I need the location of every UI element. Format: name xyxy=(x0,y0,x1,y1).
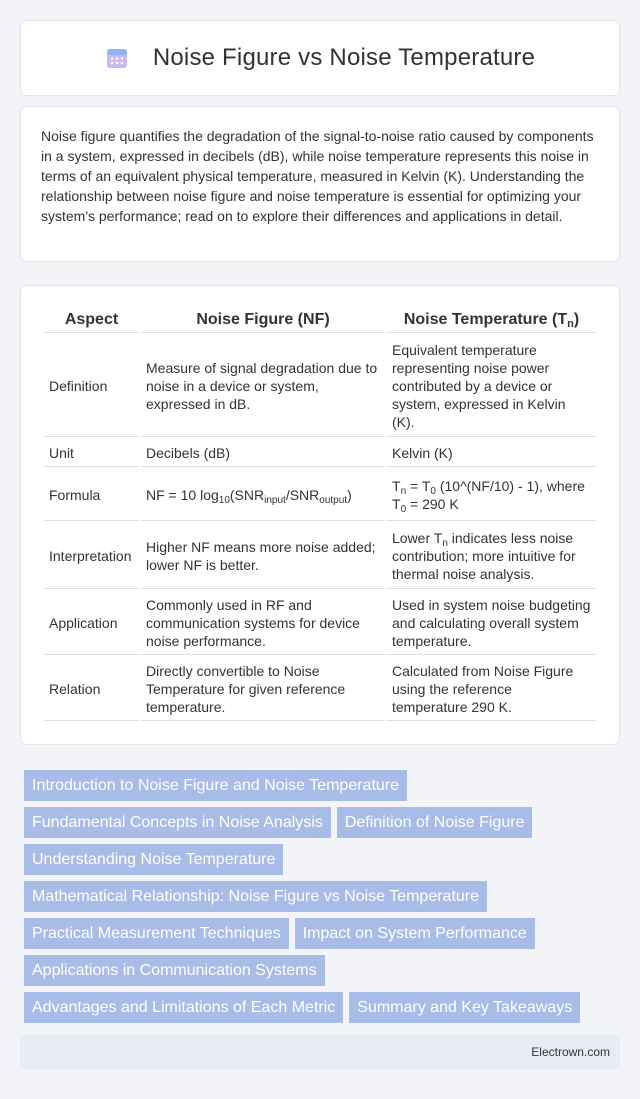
cell-aspect: Relation xyxy=(44,657,139,721)
intro-card xyxy=(20,106,620,262)
tag-link[interactable]: Mathematical Relationship: Noise Figure vs Noise Temperature xyxy=(24,881,487,912)
cell-nt: Calculated from Noise Figure using the reference temperature 290 K. xyxy=(387,657,596,721)
table-row xyxy=(44,335,596,437)
cell-nf-formula: NF = 10 $\log_{10}(SNR_{input}/SNR_{output})$ xyxy=(141,469,385,521)
cell-nt: Kelvin (K) xyxy=(387,439,596,467)
table-row xyxy=(44,657,596,721)
cell-nt-formula: $T_n = T_0$ (10^(NF/10) - 1), where $T_0 = 290$ K xyxy=(387,469,596,521)
table-row xyxy=(44,469,596,521)
tag-link[interactable]: Advantages and Limitations of Each Metric xyxy=(24,992,343,1023)
cell-nt: Equivalent temperature representing noise power contributed by a device or system, expressed in Kelvin (K). xyxy=(387,335,596,437)
cell-nf: Measure of signal degradation due to noise in a device or system, expressed in dB. xyxy=(141,335,385,437)
tag-link[interactable]: Summary and Key Takeaways xyxy=(349,992,580,1023)
tag-link[interactable]: Introduction to Noise Figure and Noise Temperature xyxy=(24,770,407,801)
tag-link[interactable]: Practical Measurement Techniques xyxy=(24,918,289,949)
intro-text: Noise figure quantifies the degradation of the signal-to-noise ratio caused by components in a system, expressed in decibels (dB), while noise temperature represents this noise in terms of an equivalent physical temperature, measured in Kelvin (K). Understanding the relationship between noise figure and noise temperature is essential for optimizing your system's performance; read on to explore their differences and applications in detail. xyxy=(41,128,594,224)
cell-nf: Higher NF means more noise added; lower NF is better. xyxy=(141,523,385,589)
header-aspect: Aspect xyxy=(44,301,139,333)
cell-aspect: Definition xyxy=(44,335,139,437)
comparison-table xyxy=(42,299,598,723)
cell-nf: Commonly used in RF and communication systems for device noise performance. xyxy=(141,591,385,655)
cell-aspect: Unit xyxy=(44,439,139,467)
footer xyxy=(20,1035,620,1069)
cell-aspect: Interpretation xyxy=(44,523,139,589)
topic-tags xyxy=(24,770,624,1029)
calendar-icon xyxy=(105,46,129,70)
cell-nf: Directly convertible to Noise Temperature for given reference temperature. xyxy=(141,657,385,721)
table-row xyxy=(44,523,596,589)
cell-nt: Lower $T_n$ indicates less noise contribution; more intuitive for thermal noise analysis. xyxy=(387,523,596,589)
tag-link[interactable]: Fundamental Concepts in Noise Analysis xyxy=(24,807,331,838)
tag-link[interactable]: Understanding Noise Temperature xyxy=(24,844,283,875)
footer-site-link[interactable]: Electrown.com xyxy=(531,1045,610,1059)
cell-aspect: Application xyxy=(44,591,139,655)
cell-nf: Decibels (dB) xyxy=(141,439,385,467)
header-noise-figure: Noise Figure (NF) xyxy=(141,301,385,333)
page-title: Noise Figure vs Noise Temperature xyxy=(152,44,536,71)
tag-link[interactable]: Applications in Communication Systems xyxy=(24,955,325,986)
table-row xyxy=(44,591,596,655)
table-row xyxy=(44,439,596,467)
tag-link[interactable]: Impact on System Performance xyxy=(295,918,535,949)
comparison-table-card xyxy=(20,285,620,745)
tag-link[interactable]: Definition of Noise Figure xyxy=(337,807,533,838)
header-card xyxy=(20,20,620,96)
cell-aspect: Formula xyxy=(44,469,139,521)
header-noise-temperature: Noise Temperature $(T_n)$ xyxy=(387,301,596,333)
cell-nt: Used in system noise budgeting and calculating overall system temperature. xyxy=(387,591,596,655)
